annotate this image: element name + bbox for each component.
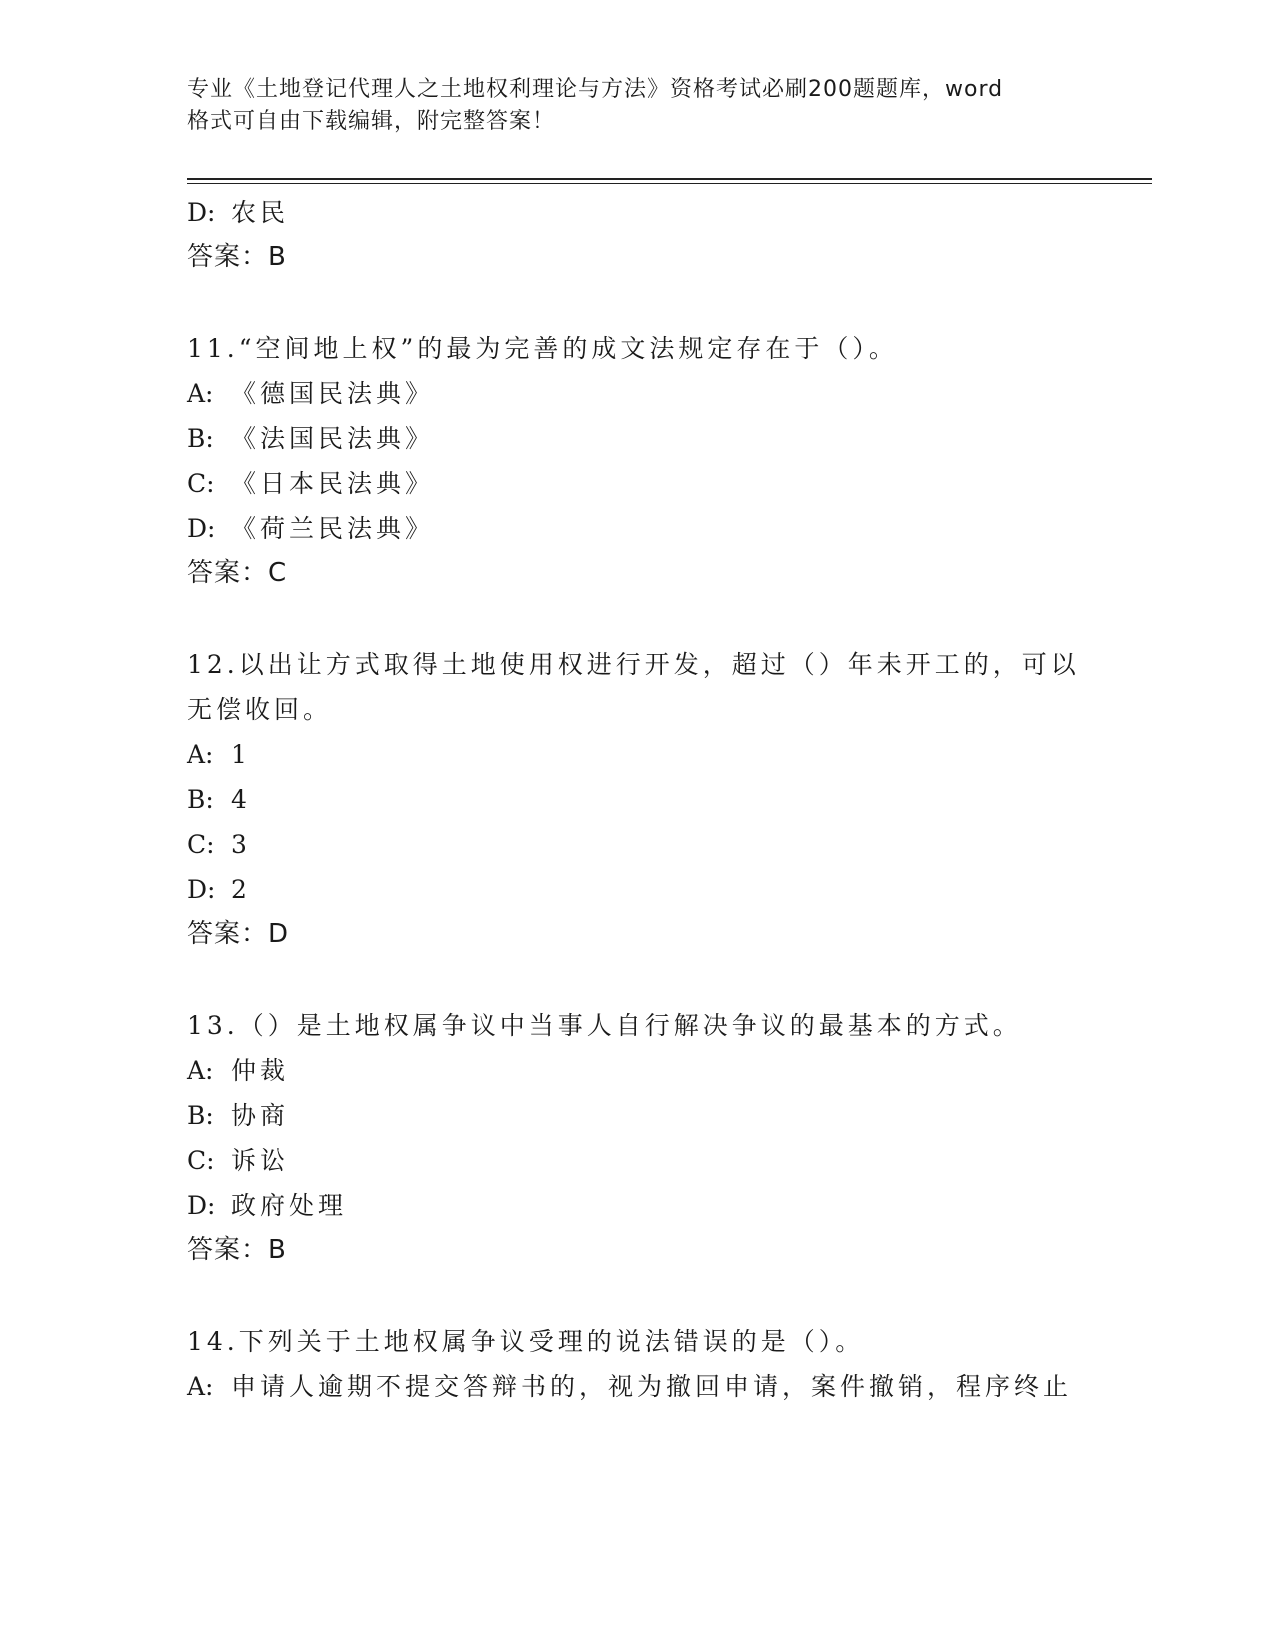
option-text: 《荷兰民法典》	[231, 514, 435, 543]
question-12-answer: 答案：D	[187, 919, 290, 949]
question-12-title-line-1: 12.以出让方式取得土地使用权进行开发，超过（）年未开工的，可以	[187, 650, 1080, 679]
question-12-option-c	[187, 822, 1087, 867]
option-label: C:	[187, 830, 215, 859]
option-text: 3	[231, 830, 251, 859]
option-text: 《日本民法典》	[231, 469, 435, 498]
option-text: 《法国民法典》	[231, 424, 435, 453]
question-13-option-b	[187, 1093, 1087, 1138]
option-text: 2	[231, 875, 251, 904]
option-text: 诉讼	[231, 1146, 290, 1175]
question-13-option-a	[187, 1048, 1087, 1093]
option-label: D:	[187, 875, 216, 904]
option-text: 1	[231, 740, 251, 769]
option-label: A:	[187, 1372, 214, 1401]
option-text: 政府处理	[231, 1191, 348, 1220]
question-11-option-b	[187, 416, 1087, 461]
question-12-option-b	[187, 777, 1087, 822]
question-12-option-a	[187, 732, 1087, 777]
question-list	[187, 190, 1087, 1409]
question-11-option-a	[187, 371, 1087, 416]
header-double-rule	[187, 178, 1152, 184]
option-text: 协商	[231, 1101, 290, 1130]
option-label: B:	[187, 424, 214, 453]
option-text: 《德国民法典》	[231, 379, 435, 408]
option-label: A:	[187, 379, 214, 408]
option-label: B:	[187, 785, 214, 814]
question-11-option-d	[187, 506, 1087, 551]
question-11-answer: 答案：C	[187, 558, 288, 588]
question-13-option-d	[187, 1183, 1087, 1228]
question-11-title: 11.“空间地上权”的最为完善的成文法规定存在于（）。	[187, 334, 898, 363]
option-text: 4	[231, 785, 251, 814]
question-11-option-c	[187, 461, 1087, 506]
prev-option-d	[187, 190, 1087, 235]
question-12-title-line-2: 无偿收回。	[187, 695, 333, 724]
option-label: A:	[187, 1056, 214, 1085]
prev-answer: 答案：B	[187, 242, 287, 272]
option-label: D:	[187, 514, 216, 543]
option-label: C:	[187, 469, 215, 498]
question-13-option-c	[187, 1138, 1087, 1183]
header-line-2: 格式可自由下载编辑，附完整答案！	[187, 109, 556, 134]
option-label: C:	[187, 1146, 215, 1175]
document-header	[187, 74, 1067, 138]
option-text: 申请人逾期不提交答辩书的，视为撤回申请，案件撤销，程序终止	[231, 1372, 1073, 1401]
header-line-1: 专业《土地登记代理人之土地权利理论与方法》资格考试必刷200题题库，word	[187, 77, 1004, 102]
question-13-title: 13.（）是土地权属争议中当事人自行解决争议的最基本的方式。	[187, 1011, 1022, 1040]
question-13-answer: 答案：B	[187, 1235, 287, 1265]
question-14-option-a	[187, 1364, 1087, 1409]
question-12-option-d	[187, 867, 1087, 912]
option-text: 仲裁	[231, 1056, 290, 1085]
option-label: A:	[187, 740, 214, 769]
option-text: 农民	[231, 198, 290, 227]
option-label: D:	[187, 1191, 216, 1220]
option-label: B:	[187, 1101, 214, 1130]
question-14-title: 14.下列关于土地权属争议受理的说法错误的是（）。	[187, 1327, 865, 1356]
option-label: D:	[187, 198, 216, 227]
